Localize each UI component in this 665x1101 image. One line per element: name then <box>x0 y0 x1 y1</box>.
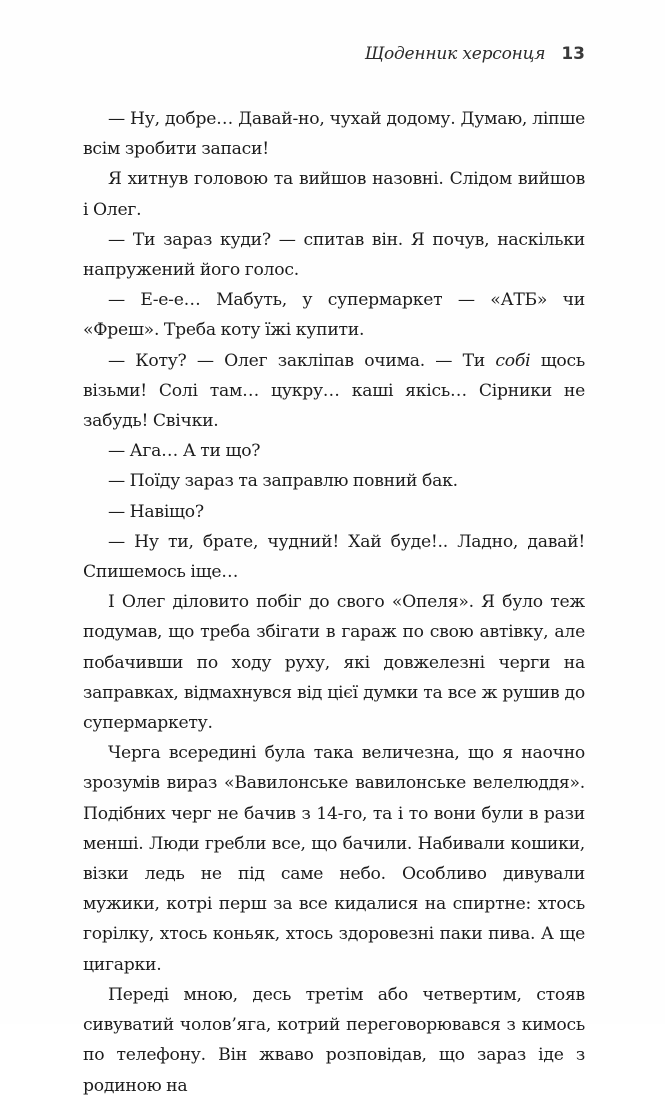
paragraph: — Поїду зараз та заправлю повний бак. <box>108 471 458 492</box>
paragraph <box>83 346 585 437</box>
paragraph: Переді мною, десь третім або четвертим, стояв сивуватий чолов’яга, котрий переговорювався з кимось по телефону. Він жваво розповідав, що зараз іде з родиною на <box>83 984 585 1096</box>
paragraph: — Е-е-е… Мабуть, у супермаркет — «АТБ» чи «Фреш». Треба коту їжі купити. <box>83 290 585 341</box>
paragraph: — Ну, добре… Давай-но, чухай додому. Думаю, ліпше всім зробити запаси! <box>83 109 585 160</box>
body-text <box>83 104 585 1101</box>
emphasis-text: собі <box>495 350 531 371</box>
paragraph: Я хитнув головою та вийшов назовні. Слідом вийшов і Олег. <box>83 169 585 220</box>
paragraph: Черга всередині була така величезна, що я наочно зрозумів вираз «Вавилонське вавилонське велелюддя». Подібних черг не бачив з 14-го, та і то вони були в рази менші. Люди гребли все, що бачили. Набивали кошики, візки ледь не під саме небо. Особливо дивували мужики, котрі перш за все кидалися на спиртне: хтось горілку, хтось коньяк, хтось здоровезні паки пива. А ще цигарки. <box>83 743 585 975</box>
paragraph: — Ти зараз куди? — спитав він. Я почув, наскільки напружений його голос. <box>83 229 585 281</box>
paragraph: І Олег діловито побіг до свого «Опеля». Я було теж подумав, що треба збігати в гараж по свою автівку, але побачивши по ходу руху, які довжелезні черги на заправках, відмахнувся від цієї думки та все ж рушив до супермаркету. <box>83 592 585 734</box>
paragraph: — Навіщо? <box>108 501 204 522</box>
paragraph-text: — Коту? — Олег закліпав очима. — Ти <box>108 350 496 371</box>
running-header <box>365 44 585 74</box>
page-number: 13 <box>561 44 585 64</box>
paragraph-text: щось візьми! Солі там… цукру… каші якісь… Сірники не забудь! Свічки. <box>83 350 586 432</box>
running-title: Щоденник херсонця <box>364 44 546 64</box>
paragraph: — Ну ти, брате, чудний! Хай буде!.. Ладно, давай! Спишемось іще… <box>83 531 585 583</box>
paragraph: — Ага… А ти що? <box>108 441 261 462</box>
